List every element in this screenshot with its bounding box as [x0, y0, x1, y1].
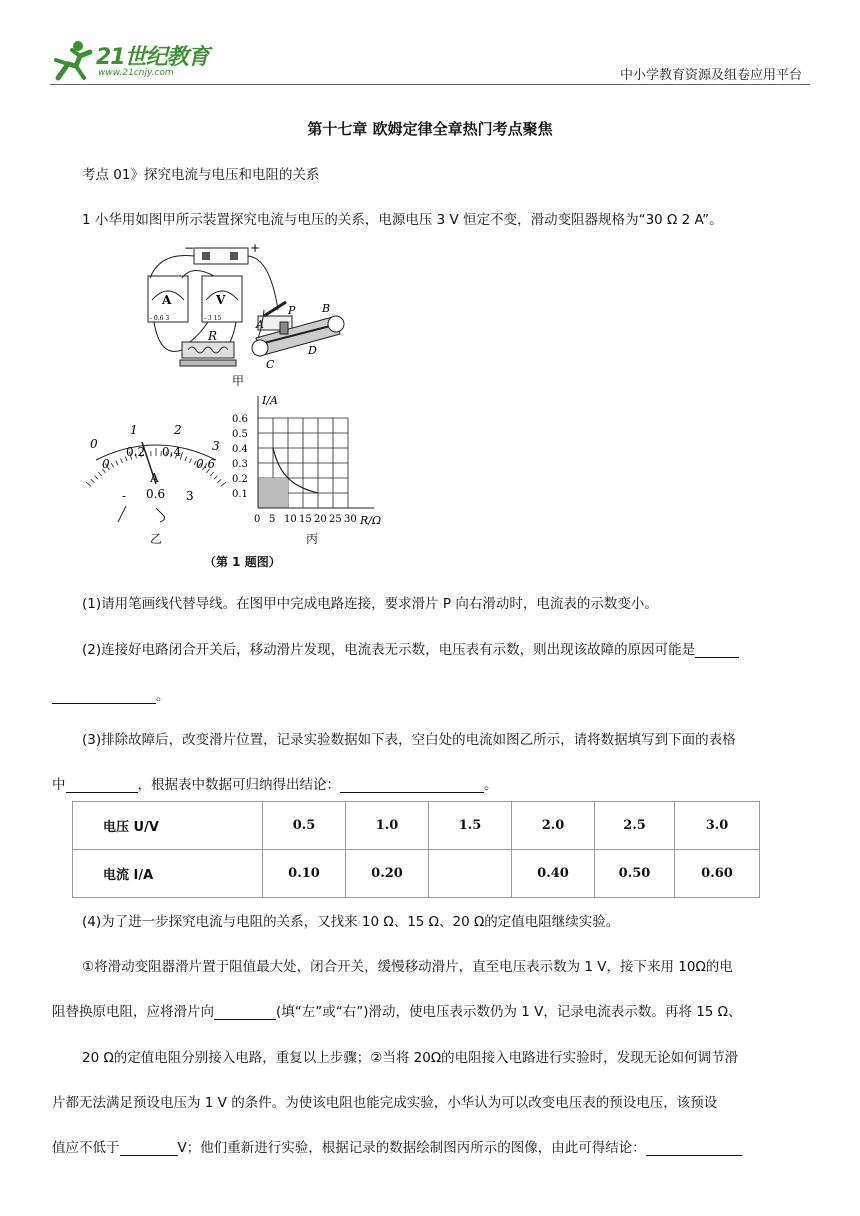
ammeter-terminals: - 0.6 3 [150, 315, 170, 322]
dial-terminal-06: 0.6 [146, 487, 166, 501]
table-row [73, 802, 760, 850]
table-cell: 2.0 [512, 802, 595, 850]
table-cell: 0.50 [595, 850, 675, 898]
dial-tick [98, 472, 101, 476]
voltmeter-terminals: - 3 15 [204, 315, 222, 322]
battery-icon [184, 241, 260, 264]
figure-caption-bing: 丙 [306, 532, 319, 546]
page-title: 第十七章 欧姆定律全章热门考点聚焦 [307, 120, 553, 138]
table-cell: 3.0 [675, 802, 760, 850]
question-part-3-cont [52, 773, 498, 793]
dial-tick [210, 472, 213, 476]
circuit-figure-jia [130, 238, 360, 388]
dial-tick [221, 481, 226, 486]
dial-tick [214, 476, 217, 480]
dial-tick [116, 461, 118, 465]
dial-bottom-scale-1: 0.2 [126, 445, 146, 459]
y-tick-label: 0.3 [232, 459, 248, 470]
x-tick-label: 30 [344, 514, 357, 525]
graph-xticks [254, 514, 357, 525]
x-tick-label: 10 [284, 514, 297, 525]
dial-tick [95, 476, 98, 480]
dial-terminal-neg: - [122, 489, 127, 503]
section-heading: 考点 01》探究电流与电压和电阻的关系 [82, 167, 320, 183]
table-row-label: 电流 I/A [73, 850, 263, 898]
dial-tick [217, 479, 221, 482]
y-tick-label: 0.1 [232, 489, 248, 500]
page-header [0, 0, 860, 90]
rheostat-label-p: P [288, 304, 296, 317]
table-cell: 0.20 [346, 850, 429, 898]
text: 阻替换原电阻，应将滑片向 [52, 1004, 214, 1020]
dial-tick [190, 458, 192, 463]
resistor-icon [180, 329, 236, 366]
wire [230, 322, 236, 342]
voltmeter-label: V [216, 293, 226, 307]
text: ，根据表中数据可归纳得出结论： [137, 777, 340, 793]
shaded-area [258, 478, 288, 508]
graph-yticks [232, 414, 248, 500]
table-cell: 0.10 [263, 850, 346, 898]
wire [154, 322, 182, 351]
text: 值应不低于 [52, 1140, 120, 1156]
logo-text: 21世纪教育 [96, 45, 209, 70]
resistor-label: R [208, 329, 218, 343]
graph-ylabel: I/A [262, 394, 278, 407]
text: (填“左”或“右”)滑动，使电压表示数仍为 1 V，记录电流表示数。再将 15 Ω、 [276, 1004, 742, 1020]
question-part-2 [82, 638, 739, 658]
table-cell: 1.0 [346, 802, 429, 850]
rheostat-label-b: B [322, 302, 331, 315]
platform-name: 中小学教育资源及组卷应用平台 [619, 68, 802, 83]
question-part-4-line2 [52, 1000, 742, 1020]
answer-blank[interactable] [52, 689, 156, 704]
question-part-4-line4: 片都无法满足预设电压为 1 V 的条件。为使该电阻也能完成实验，小华认为可以改变电压表的预设电压，该预设 [52, 1095, 718, 1111]
svg-text:+: + [250, 241, 261, 255]
dial-top-scale-2: 2 [174, 423, 182, 437]
table-row-label: 电压 U/V [73, 802, 263, 850]
dial-tick [86, 481, 91, 486]
question-part-2-text: (2)连接好电路闭合开关后，移动滑片发现，电流表无示数，电压表有示数，则出现该故障的原因可能是 [82, 642, 696, 658]
figure-caption-yi: 乙 [150, 532, 163, 546]
wire [248, 256, 278, 310]
dial-top-scale-1: 1 [130, 423, 138, 437]
dial-tick [111, 463, 114, 467]
data-table [72, 801, 760, 898]
x-tick-label: 20 [314, 514, 327, 525]
y-tick-label: 0.4 [232, 444, 248, 455]
figure-caption: （第 1 题图） [204, 555, 281, 569]
table-cell: 1.5 [429, 802, 512, 850]
figure-caption-jia: 甲 [232, 374, 245, 388]
answer-blank[interactable] [214, 1005, 276, 1020]
rheostat-icon [252, 302, 344, 371]
text: V；他们重新进行实验，根据记录的数据绘制图丙所示的图像，由此可得结论： [177, 1140, 646, 1156]
answer-blank[interactable] [646, 1141, 742, 1156]
question-part-2-cont: 。 [52, 684, 170, 704]
dial-bottom-scale-3: 0.6 [196, 457, 216, 471]
table-cell: 0.60 [675, 850, 760, 898]
header-divider [50, 84, 810, 85]
table-cell: 2.5 [595, 802, 675, 850]
x-tick-label: 5 [269, 514, 276, 525]
text: 。 [484, 777, 498, 793]
question-part-1: (1)请用笔画线代替导线。在图甲中完成电路连接，要求滑片 P 向右滑动时，电流表的示数变小。 [82, 596, 658, 612]
answer-blank[interactable] [695, 643, 739, 658]
runner-logo-icon [50, 38, 96, 82]
dial-tick [120, 458, 122, 463]
logo-url: www.21cnjy.com [98, 68, 174, 78]
table-cell-blank[interactable] [429, 850, 512, 898]
ammeter-dial-yi [86, 420, 226, 535]
text: 中 [52, 777, 66, 793]
ammeter-label: A [162, 293, 172, 307]
y-tick-label: 0.5 [232, 429, 248, 440]
graph-xlabel: R/Ω [360, 514, 382, 527]
answer-blank[interactable] [66, 778, 138, 793]
wire [190, 322, 208, 342]
rheostat-label-a: A [256, 318, 264, 331]
answer-blank[interactable] [340, 778, 484, 793]
answer-blank[interactable] [120, 1141, 178, 1156]
x-tick-label: 0 [254, 514, 261, 525]
dial-top-scale-0: 0 [90, 437, 98, 451]
dial-tick [185, 456, 187, 461]
dial-terminal-3: 3 [186, 489, 194, 503]
ammeter-icon [148, 276, 188, 322]
table-row [73, 850, 760, 898]
dial-tick [91, 479, 95, 482]
terminal-wire [156, 508, 165, 522]
table-cell: 0.5 [263, 802, 346, 850]
x-tick-label: 25 [329, 514, 342, 525]
question-part-3: (3)排除故障后，改变滑片位置，记录实验数据如下表，空白处的电流如图乙所示，请将数据填写到下面的表格 [82, 732, 736, 748]
x-tick-label: 15 [299, 514, 312, 525]
ir-graph-bing [232, 390, 392, 530]
voltmeter-icon [202, 276, 242, 322]
question-part-4-line1: ①将滑动变阻器滑片置于阻值最大处，闭合开关，缓慢移动滑片，直至电压表示数为 1 V，接下来用 10Ω的电 [82, 959, 733, 975]
dial-top-scale-3: 3 [212, 439, 220, 453]
dial-unit: A [150, 471, 159, 485]
svg-text:−: − [184, 241, 195, 255]
table-cell: 0.40 [512, 850, 595, 898]
wire [150, 255, 194, 278]
rheostat-label-d: D [308, 344, 317, 357]
dial-bottom-scale-2: 0.4 [162, 445, 182, 459]
dial-bottom-scale-0: 0 [102, 457, 110, 471]
y-tick-label: 0.6 [232, 414, 248, 425]
question-part-4-line5 [52, 1136, 742, 1156]
question-part-4-line3: 20 Ω的定值电阻分别接入电路，重复以上步骤；②当将 20Ω的电阻接入电路进行实验时，发现无论如何调节滑 [82, 1050, 739, 1066]
question-part-4: (4)为了进一步探究电流与电阻的关系，又找来 10 Ω、15 Ω、20 Ω的定值电阻继续实验。 [82, 914, 620, 930]
y-tick-label: 0.2 [232, 474, 248, 485]
question-stem: 1 小华用如图甲所示装置探究电流与电压的关系，电源电压 3 V 恒定不变，滑动变阻器规格为“30 Ω 2 A”。 [82, 212, 723, 228]
logo [50, 38, 225, 86]
terminal-wire [118, 506, 126, 522]
rheostat-label-c: C [266, 358, 275, 371]
